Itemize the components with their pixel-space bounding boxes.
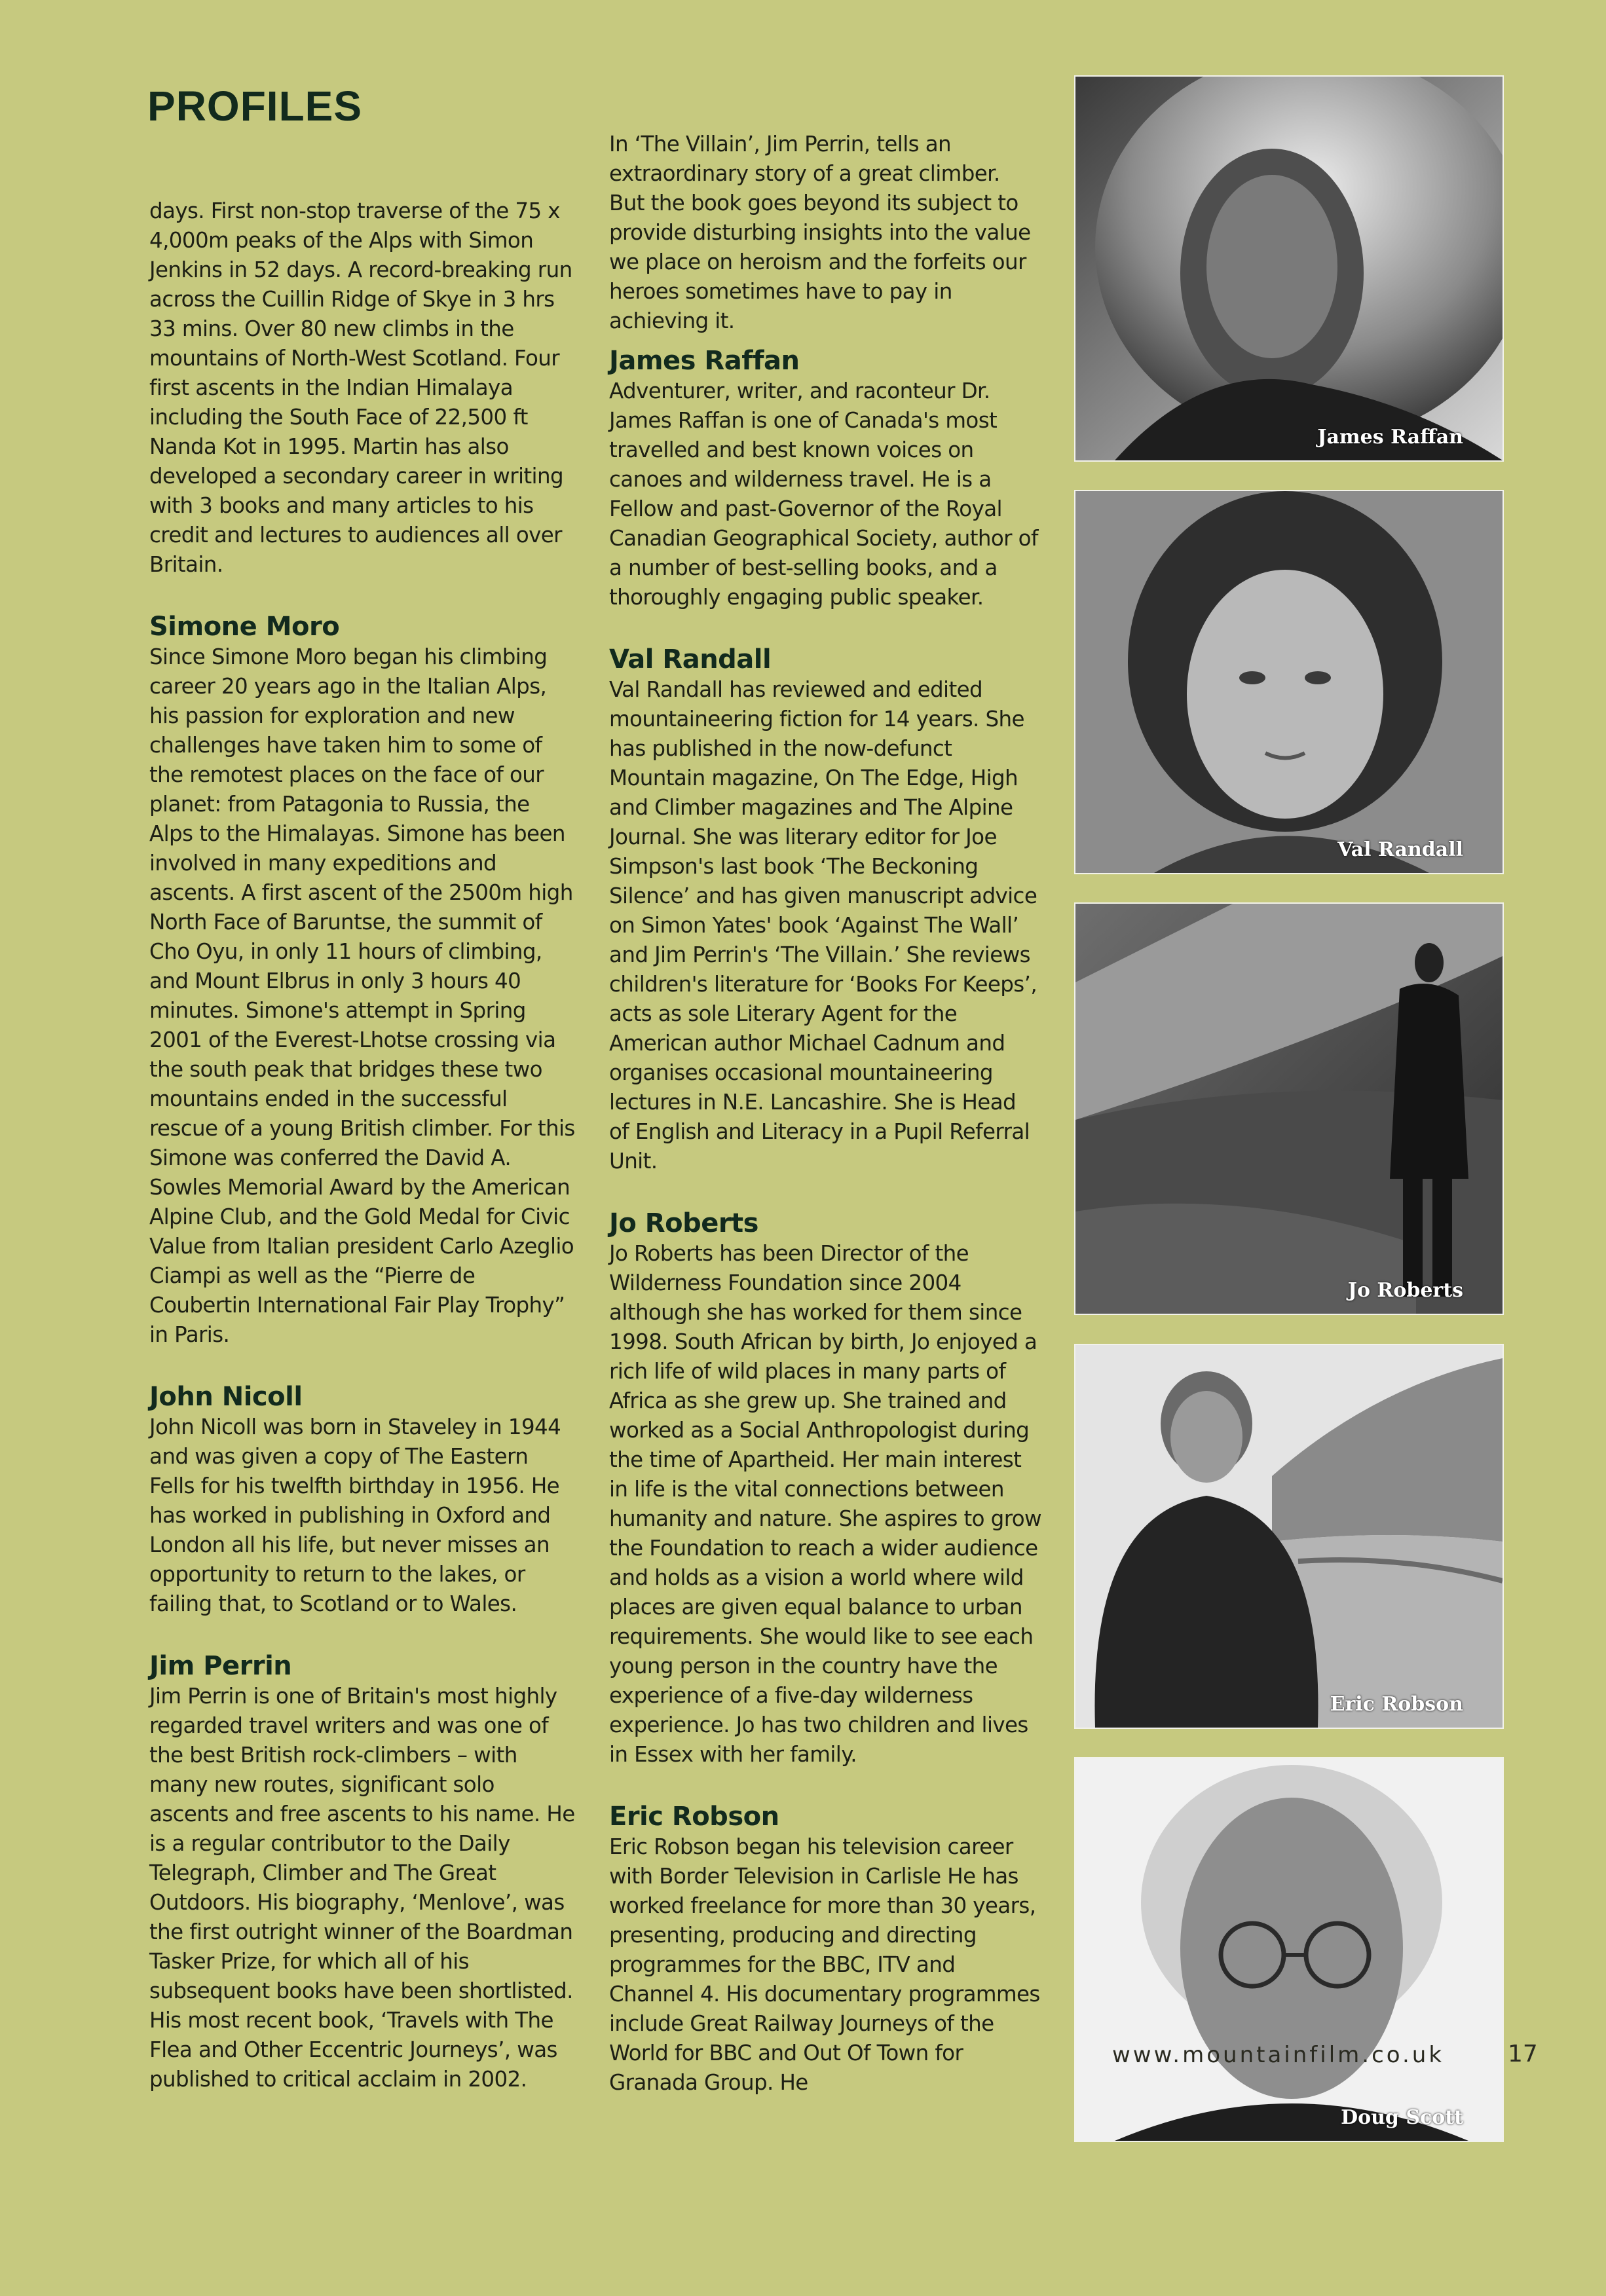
profile-name: John Nicoll — [149, 1382, 303, 1412]
photo-caption: Jo Roberts — [1347, 1279, 1463, 1302]
profile-bio: John Nicoll was born in Staveley in 1944 and was given a copy of The Eastern Fells for his twelfth birthday in 1956. He has worked in publishing in Oxford and London all his life, but never misses an opportunity to return to the lakes, or failing that, to Scotland or to Wales. — [149, 1415, 561, 1616]
photo-doug-scott — [1074, 1757, 1504, 2142]
footer-url: www.mountainfilm.co.uk — [1112, 2042, 1445, 2068]
profile-name: Simone Moro — [149, 612, 340, 642]
profile-jim-perrin — [149, 1650, 575, 2094]
portrait-image — [1075, 1345, 1503, 1728]
profile-name: James Raffan — [609, 346, 800, 376]
profile-eric-robson — [609, 1801, 1041, 2098]
column-middle — [609, 130, 1041, 2129]
profile-name: Eric Robson — [609, 1802, 779, 1832]
profile-bio: Jim Perrin is one of Britain's most highly regarded travel writers and was one of the best British rock-climbers – with many new routes, significant solo ascents and free ascents to his name. He is a regular contributor to the Daily Telegraph, Climber and The Great Outdoors. His biography, ‘Menlove’, was the first outright winner of the Boardman Tasker Prize, for which all of his subsequent books have been shortlisted. His most recent book, ‘Travels with The Flea and Other Eccentric Journeys’, was published to critical acclaim in 2002. — [149, 1684, 575, 2092]
profile-simone-moro — [149, 611, 575, 1350]
profile-name: Jo Roberts — [609, 1208, 758, 1238]
page-title: PROFILES — [147, 83, 363, 130]
profile-bio: Eric Robson began his television career with Border Television in Carlisle He has worked freelance for more than 30 years, presenting, producing and directing programmes for the BBC, ITV and Channel 4. His documentary programmes include Great Railway Journeys of the World for BBC and Out Of Town for Granada Group. He — [609, 1834, 1040, 2095]
profile-name: Val Randall — [609, 644, 772, 675]
photo-caption: Val Randall — [1337, 838, 1463, 861]
profile-john-nicoll — [149, 1381, 575, 1619]
photo-caption: Eric Robson — [1330, 1693, 1463, 1716]
photo-james-raffan — [1074, 75, 1504, 462]
profile-jo-roberts — [609, 1208, 1041, 1769]
profile-james-raffan — [609, 345, 1041, 612]
profile-bio: Val Randall has reviewed and edited mountaineering fiction for 14 years. She has published in the now-defunct Mountain magazine, On The Edge, High and Climber magazines and The Alpine Journal. She was literary editor for Joe Simpson's last book ‘The Beckoning Silence’ and has given manuscript advice on Simon Yates' book ‘Against The Wall’ and Jim Perrin's ‘The Villain.’ She reviews children's literature for ‘Books For Keeps’, acts as sole Literary Agent for the American author Michael Cadnum and organises occasional mountaineering lectures in N.E. Lancashire. She is Head of English and Literacy in a Pupil Referral Unit. — [609, 677, 1037, 1174]
photo-val-randall — [1074, 490, 1504, 874]
portrait-image — [1075, 491, 1503, 873]
profile-val-randall — [609, 644, 1041, 1176]
portrait-image — [1075, 77, 1503, 460]
profile-name: Jim Perrin — [149, 1651, 292, 1681]
photo-eric-robson — [1074, 1344, 1504, 1729]
profile-bio: Adventurer, writer, and raconteur Dr. James Raffan is one of Canada's most travelled and best known voices on canoes and wilderness travel. He is a Fellow and past-Governor of the Royal Canadian Geographical Society, author of a number of best-selling books, and a thoroughly engaging public speaker. — [609, 379, 1038, 610]
intro-paragraph: days. First non-stop traverse of the 75 x 4,000m peaks of the Alps with Simon Jenkins in 52 days. A record-breaking run across the Cuillin Ridge of Skye in 3 hrs 33 mins. Over 80 new climbs in the mountains of North-West Scotland. Four first ascents in the Indian Himalaya including the South Face of 22,500 ft Nanda Kot in 1995. Martin has also developed a secondary career in writing with 3 books and many articles to his credit and lectures to audiences all over Britain. — [149, 198, 572, 577]
page-number: 17 — [1508, 2041, 1538, 2067]
profile-bio: Since Simone Moro began his climbing career 20 years ago in the Italian Alps, his passion for exploration and new challenges have taken him to some of the remotest places on the face of our planet: from Patagonia to Russia, the Alps to the Himalayas. Simone has been involved in many expeditions and ascents. A first ascent of the 2500m high North Face of Baruntse, the summit of Cho Oyu, in only 11 hours of climbing, and Mount Elbrus in only 3 hours 40 minutes. Simone's attempt in Spring 2001 of the Everest-Lhotse crossing via the south peak that bridges these two mountains ended in the successful rescue of a young British climber. For this Simone was conferred the David A. Sowles Memorial Award by the American Alpine Club, and the Gold Medal for Civic Value from Italian president Carlo Azeglio Ciampi as well as the “Pierre de Coubertin International Fair Play Trophy” in Paris. — [149, 644, 575, 1347]
landscape-image — [1075, 904, 1503, 1314]
intro-paragraph: In ‘The Villain’, Jim Perrin, tells an extraordinary story of a great climber. But the book goes beyond its subject to provide disturbing insights into the value we place on heroism and the forfeits our heroes sometimes have to pay in achieving it. — [609, 132, 1031, 333]
column-left — [149, 196, 575, 2126]
profile-bio: Jo Roberts has been Director of the Wilderness Foundation since 2004 although she has worked for them since 1998. South African by birth, Jo enjoyed a rich life of wild places in many parts of Africa as she grew up. She trained and worked as a Social Anthropologist during the time of Apartheid. Her main interest in life is the vital connections between humanity and nature. She aspires to grow the Foundation to reach a wider audience and holds as a vision a world where wild places are given equal balance to urban requirements. She would like to see each young person in the country have the experience of a five-day wilderness experience. Jo has two children and lives in Essex with her family. — [609, 1241, 1042, 1767]
photo-caption: James Raffan — [1317, 426, 1463, 449]
portrait-image — [1075, 1758, 1503, 2141]
photo-jo-roberts — [1074, 902, 1504, 1315]
photo-caption: Doug Scott — [1341, 2106, 1463, 2129]
